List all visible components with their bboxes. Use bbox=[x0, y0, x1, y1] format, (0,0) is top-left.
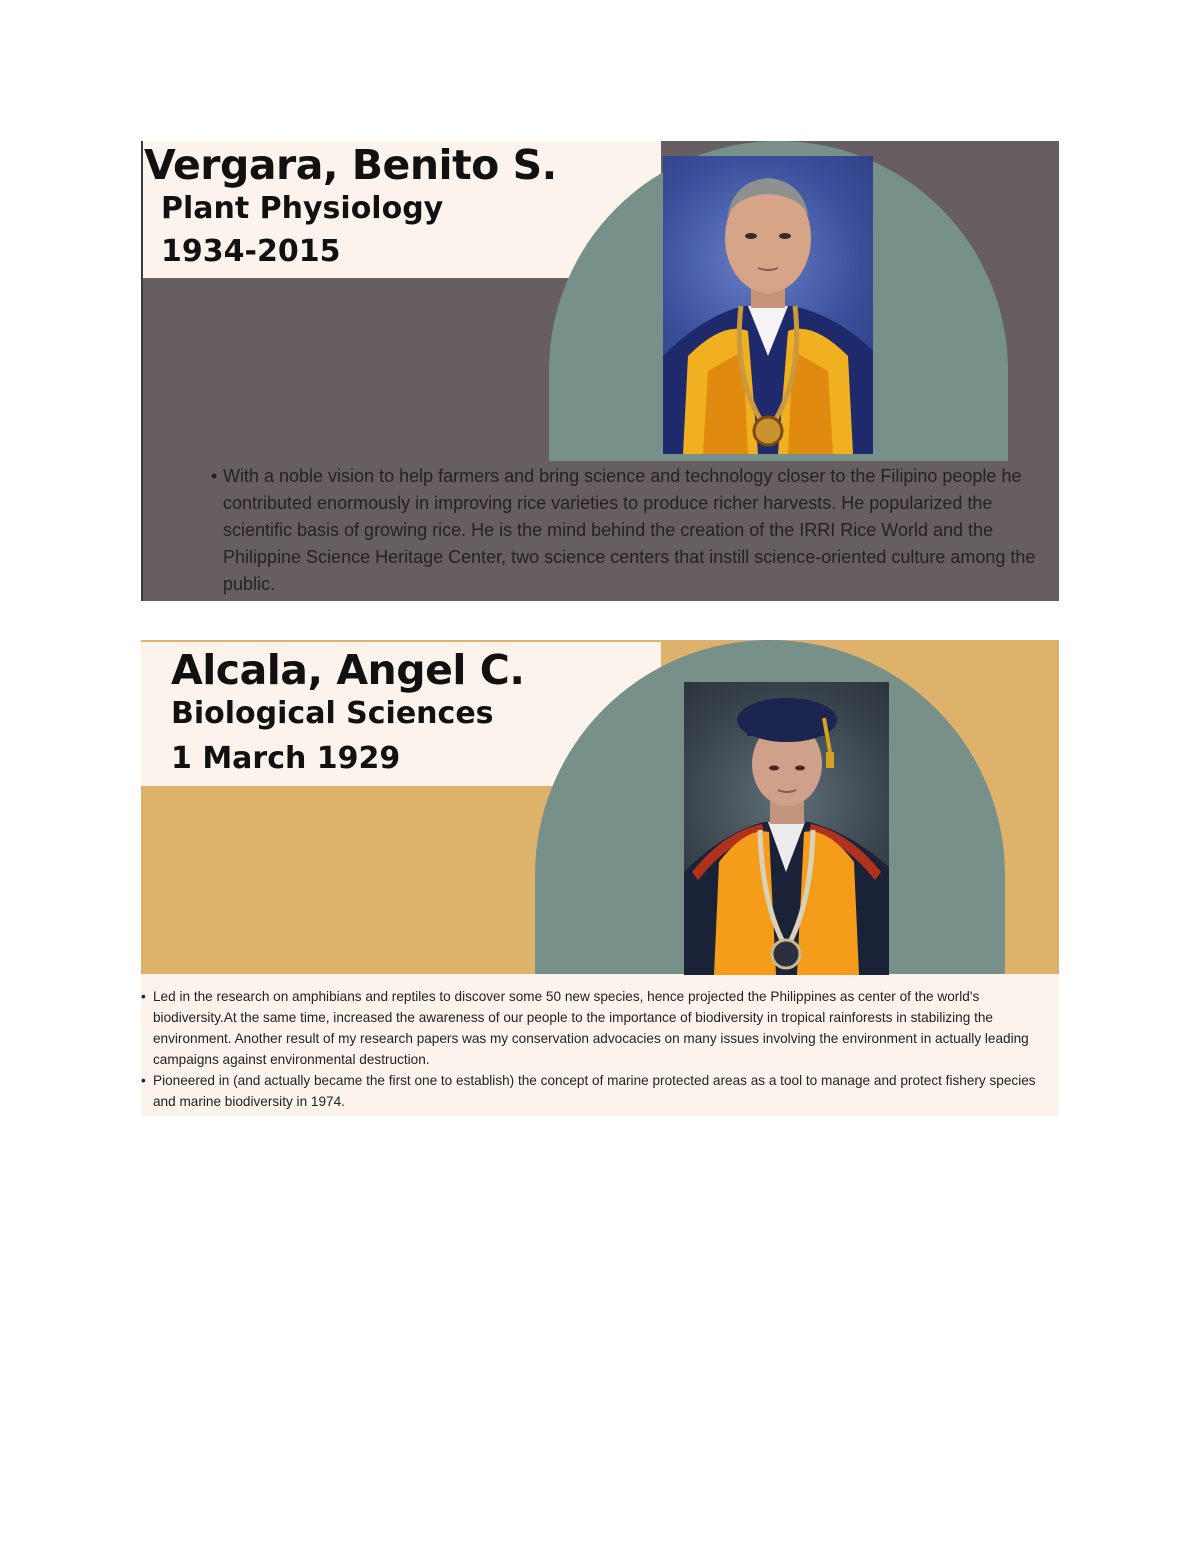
profile-card-vergara bbox=[141, 141, 1059, 601]
card-top-rule bbox=[141, 640, 661, 642]
profile-dates: 1934-2015 bbox=[161, 234, 341, 269]
profile-name: Alcala, Angel C. bbox=[171, 646, 525, 694]
bullet-item: • Led in the research on amphibians and reptiles to discover some 50 new species, hence projected the Philippines as center of the world's biodiversity.At the same time, increased the awareness of our people to the importance of biodiversity in tropical rainforests in stabilizing the environment. Another result of my research papers was my conservation advocacies on many issues involving the environment in actually leading campaigns against environmental destruction. bbox=[141, 986, 1056, 1070]
bullet-item: • With a noble vision to help farmers and bring science and technology closer to the Filipino people he contributed enormously in improving rice varieties to produce richer harvests. He popularized the scientific basis of growing rice. He is the mind behind the creation of the IRRI Rice World and the Philippine Science Heritage Center, two science centers that instill science-oriented culture among the public. bbox=[211, 463, 1051, 598]
portrait-photo bbox=[684, 682, 889, 975]
profile-field: Plant Physiology bbox=[161, 191, 444, 226]
bullet-list bbox=[141, 986, 1056, 1112]
profile-name: Vergara, Benito S. bbox=[144, 141, 557, 189]
portrait-photo bbox=[663, 156, 873, 454]
profile-field: Biological Sciences bbox=[171, 696, 494, 731]
card-left-rule bbox=[141, 141, 143, 601]
bullet-item: • Pioneered in (and actually became the first one to establish) the concept of marine protected areas as a tool to manage and protect fishery species and marine biodiversity in 1974. bbox=[141, 1070, 1056, 1112]
profile-card-alcala bbox=[141, 640, 1059, 1116]
bullet-list bbox=[211, 463, 1051, 598]
portrait-illustration bbox=[684, 682, 889, 975]
portrait-illustration bbox=[663, 156, 873, 454]
profile-dates: 1 March 1929 bbox=[171, 741, 401, 776]
